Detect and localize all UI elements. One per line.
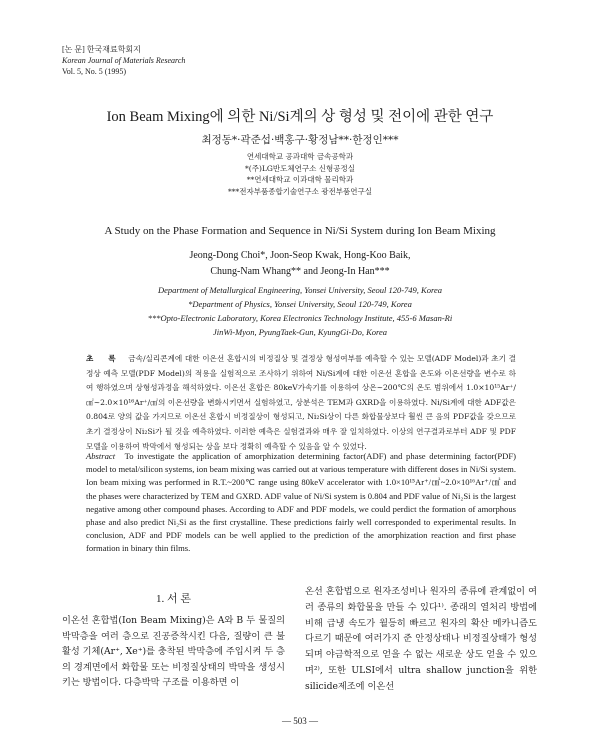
affiliation-ko: ***전자부품종합기술연구소 광전부품연구실 <box>227 186 373 196</box>
body-paragraph: 이온선 혼합법(Ion Beam Mixing)은 A와 B 두 물질의 박막층을 여러 층으로 진공증착시킨 다음, 질량이 큰 불활성 기체(Ar⁺, Xe⁺)를 충착된 박막층에 주입시켜 두 층의 경계면에서 화합물 또는 비정질상태의 박막을 생성시키는 방법이다. 다층박막 구조를 이용하면 이 <box>62 615 285 689</box>
journal-name-ko: [논 문] 한국재료학회지 <box>62 45 141 54</box>
abstract-en <box>86 450 516 556</box>
body-column-left <box>62 590 285 691</box>
journal-header <box>62 44 185 77</box>
affiliations-ko <box>0 151 600 197</box>
journal-volume: Vol. 5, No. 5 (1995) <box>62 67 127 76</box>
body-column-right <box>305 584 537 695</box>
affiliation-ko: 연세대학교 공과대학 금속공학과 <box>246 152 354 161</box>
affiliation-en: ***Opto-Electronic Laboratory, Korea Electronics Technology Institute, 455-6 Masan-Ri <box>147 313 453 323</box>
authors-en-line: Chung-Nam Whang** and Jeong-In Han*** <box>210 266 390 277</box>
affiliation-ko: **연세대학교 이과대학 물리학과 <box>246 175 354 184</box>
authors-ko: 최정동*·곽준섭·백홍구·황정남**·한정인*** <box>201 134 399 146</box>
section-heading: 1. 서 론 <box>155 593 191 605</box>
abstract-en-label: Abstract <box>86 451 116 461</box>
affiliation-en: *Department of Physics, Yonsei University, Seoul 120-749, Korea <box>188 299 412 309</box>
authors-en-line: Jeong-Dong Choi*, Joon-Seop Kwak, Hong-Koo Baik, <box>189 250 411 261</box>
affiliation-en: JinWi-Myon, PyungTaek-Gun, KyungGi-Do, Korea <box>212 327 388 337</box>
abstract-ko-text: 금속/실리콘계에 대한 이온선 혼합시의 비정질상 및 결정상 형성여부를 예측할 수 있는 모델(ADF Model)과 초기 결정상 예측 모델(PDF Model)의 적용을 실험적으로 조사하기 위하여 Ni/Si계에 대한 이온선 혼합을 온도와 이온선량을 변수로 하여 행하였으며 상형성과정을 해석하였다. 이온선 혼합은 80keV가속기를 이용하여 상온~200℃의 온도 범위에서 1.0×10¹⁵Ar⁺/㎠~2.0×10¹⁶Ar⁺/㎠의 이온선량을 변화시키면서 실험하였고, 상분석은 TEM과 GXRD을 이용하였다. Ni/Si계에 대한 ADF값은 0.804로 양의 값을 가지므로 이온선 혼합시 비정질상이 형성되고, Ni₂Si상이 다른 화합물상보다 훨씬 큰 음의 PDF값을 갖으므로 초기 결정상이 Ni₂Si가 될 것을 예측하였다. 이러한 예측은 실험결과와 매우 잘 일치하였다. 이상의 연구결과로부터 ADF 및 PDF모델을 이용하여 박막에서 형성되는 상을 보다 정확히 예측할 수 있음을 알 수 있었다. <box>86 354 516 451</box>
affiliation-en: Department of Metallurgical Engineering, Yonsei University, Seoul 120-749, Korea <box>157 285 442 295</box>
affiliations-en <box>0 283 600 339</box>
abstract-ko-label: 초 록 <box>86 354 122 363</box>
affiliation-ko: *(주)LG반도체연구소 신형공정실 <box>245 163 355 173</box>
abstract-ko <box>86 352 516 454</box>
authors-en <box>0 248 600 280</box>
page-number: — 503 — <box>282 716 318 726</box>
body-paragraph: 온선 혼합법으로 원자조성비나 원자의 종류에 관계없이 여러 종류의 화합물을 만들 수 있다¹⁾. 종래의 열처리 방법에 비해 급냉 속도가 월등히 빠르고 원자의 확산 메카니즘도 다르기 때문에 여러가지 준 안정상태나 비정질상태가 형성되며 야금학적으로 얻을 수 없는 새로운 상도 얻을 수 있으며²⁾, 또한 ULSI에서 ultra shallow junction을 위한 silicide제조에 이온선 <box>305 586 537 692</box>
abstract-en-text: To investigate the application of amorphization determining factor(ADF) and phase determining factor(PDF) model to metal/silicon systems, ion beam mixing was carried out at various temperature with different doses in Ni/Si system. Ion beam mixing was performed in R.T.~200℃ range using 80keV accelerator with 1.0×10¹⁵Ar⁺/㎠~2.0×10¹⁶Ar⁺/㎠ and the phases were characterized by TEM and GXRD. ADF value of Ni/Si system is 0.804 and PDF value of Ni₂Si is the largest negative among other compound phases. According to ADF and PDF models, we could perdict the formation of amorphous phase and also predict Ni₂Si as the first crystalline. These predictions fairly well corresponded to experimental results. In conclusion, ADF and PDF models can be well applied to the prediction of the amorphization reaction and first phase formation in binary thin films. <box>86 451 516 554</box>
paper-title-en: A Study on the Phase Formation and Sequence in Ni/Si System during Ion Beam Mixing <box>104 225 496 237</box>
journal-name-en: Korean Journal of Materials Research <box>62 56 186 65</box>
paper-title-ko: Ion Beam Mixing에 의한 Ni/Si계의 상 형성 및 전이에 관한 연구 <box>106 109 494 125</box>
